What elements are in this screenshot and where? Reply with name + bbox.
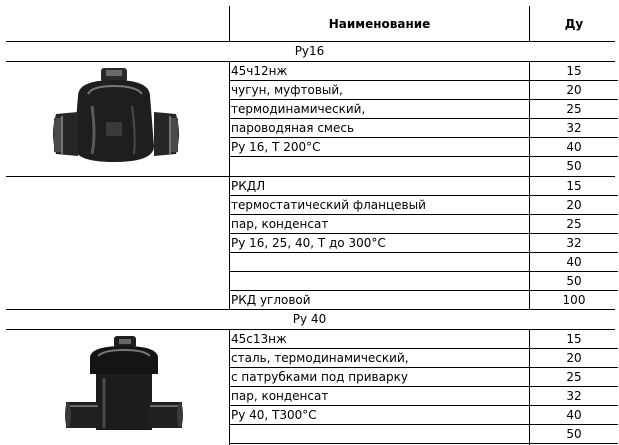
dn-value: 32 xyxy=(566,389,582,403)
description-line: пар, конденсат xyxy=(231,389,329,403)
dn-value: 15 xyxy=(566,64,582,78)
description-line: 45ч12нж xyxy=(231,64,288,78)
description-line: 45с13нж xyxy=(231,332,287,346)
dn-value: 50 xyxy=(566,427,582,441)
description-line: чугун, муфтовый, xyxy=(231,83,343,97)
dn-value: 32 xyxy=(566,121,582,135)
section-label-pn40: Ру 40 xyxy=(292,312,327,326)
description-line: Ру 16, 25, 40, Т до 300°С xyxy=(231,236,386,250)
description-line: термостатический фланцевый xyxy=(231,198,426,212)
description-line: Ру 40, Т300°С xyxy=(231,408,317,422)
rule-group1-bottom xyxy=(6,176,615,177)
rule-section2-bottom xyxy=(6,329,615,330)
steam-trap-weld-image xyxy=(64,334,184,440)
dn-value: 25 xyxy=(566,370,582,384)
section-label-pn16: Ру16 xyxy=(294,44,325,58)
dn-value: 40 xyxy=(566,408,582,422)
column-divider-desc xyxy=(229,6,230,445)
description-line: с патрубками под приварку xyxy=(231,370,408,384)
dn-value: 25 xyxy=(566,217,582,231)
dn-value: 40 xyxy=(566,255,582,269)
dn-value: 15 xyxy=(566,179,582,193)
header-dn: Ду xyxy=(564,17,584,31)
steam-trap-threaded-image xyxy=(48,66,184,170)
description-line: Ру 16, Т 200°С xyxy=(231,140,321,154)
dn-value: 15 xyxy=(566,332,582,346)
dn-value: 32 xyxy=(566,236,582,250)
dn-value: 20 xyxy=(566,198,582,212)
dn-value: 20 xyxy=(566,351,582,365)
description-line: РКД угловой xyxy=(231,293,311,307)
dn-value: 20 xyxy=(566,83,582,97)
description-line: пароводяная смесь xyxy=(231,121,355,135)
header-name: Наименование xyxy=(328,17,431,31)
dn-value: 25 xyxy=(566,102,582,116)
description-line: РКДЛ xyxy=(231,179,266,193)
description-line: сталь, термодинамический, xyxy=(231,351,409,365)
dn-value: 50 xyxy=(566,159,582,173)
dn-value: 50 xyxy=(566,274,582,288)
dn-value: 40 xyxy=(566,140,582,154)
dn-value: 100 xyxy=(562,293,586,307)
rule-section1-bottom xyxy=(6,61,615,62)
description-line: пар, конденсат xyxy=(231,217,329,231)
description-line: термодинамический, xyxy=(231,102,366,116)
